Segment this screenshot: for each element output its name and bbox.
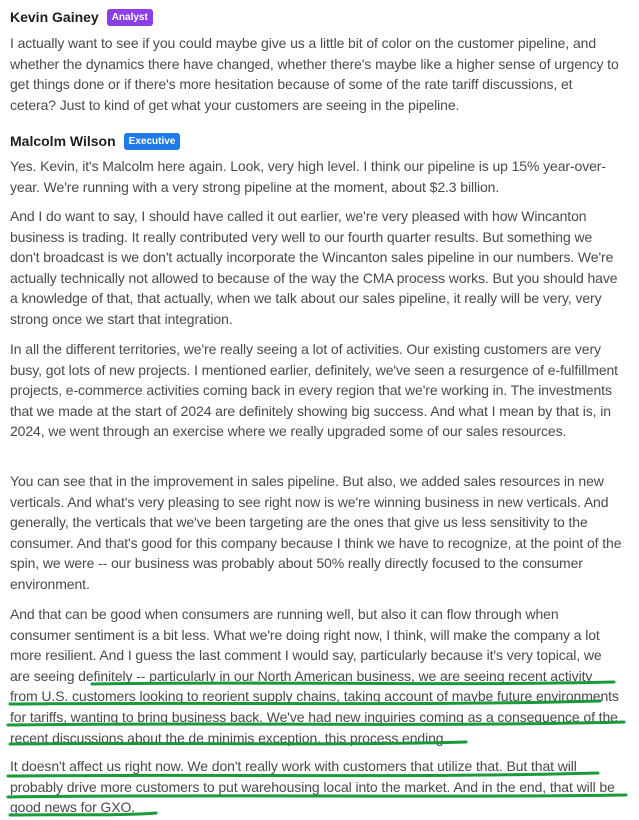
answer-paragraph-3: In all the different territories, we're really seeing a lot of activities. Our existing customers are very busy, got lots of new projects. I mentioned earlier, definitely, we've seen a resurgence of e-fulfillment projects, e-commerce activities coming back in every region that we're working in. The investments that we made at the start of 2024 are definitely showing big success. And what I mean by that is, in 2024, we went through an exercise where we really upgraded some of our sales resources.	[10, 341, 618, 440]
answer-paragraph-4: You can see that in the improvement in sales pipeline. But also, we added sales resources in new verticals. And what's very pleasing to see right now is we're winning business in new verticals. And generally, the verticals that we've been targeting are the ones that give us less sensitivity to the consumer. And that's good for this company because I think we have to recognize, at the point of the spin, we were -- our business was probably about 50% really directly focused to the consumer environment.	[10, 473, 622, 592]
answer-paragraph-5: And that can be good when consumers are running well, but also it can flow through when consumer sentiment is a bit less. What we're doing right now, I think, will make the company a lot more resilient. And I guess the last comment I would say, particularly because it's very topical, we are seeing definitely -- particularly in our North American business, we are seeing recent activity from U.S. customers looking to reorient supply chains, taking account of maybe future environments for tariffs, wanting to bring business back. We've had new inquiries coming as a consequence of the recent discussions about the de minimis exception, this process ending.	[10, 606, 619, 746]
analyst-header	[10, 7, 153, 27]
executive-badge: Executive	[124, 133, 181, 150]
executive-header	[10, 131, 180, 151]
analyst-badge: Analyst	[107, 9, 153, 26]
answer-paragraph-1: Yes. Kevin, it's Malcolm here again. Look, very high level. I think our pipeline is up 15% year-over-year. We're running with a very strong pipeline at the moment, about $2.3 billion.	[10, 158, 606, 195]
answer-paragraph-6: It doesn't affect us right now. We don't really work with customers that utilize that. But that will probably drive more customers to put warehousing local into the market. And in the end, that will be good news for GXO.	[10, 758, 615, 816]
answer-paragraph-2: And I do want to say, I should have called it out earlier, we're very pleased with how Wincanton business is trading. It really contributed very well to our fourth quarter results. But something we don't broadcast is we don't actually incorporate the Wincanton sales pipeline in our numbers. We're actually technically not allowed to because of the way the CMA process works. But you should have a knowledge of that, that actually, when we talk about our sales pipeline, it really will be very, very strong once we start that integration.	[10, 208, 618, 327]
executive-name: Malcolm Wilson	[10, 133, 116, 149]
analyst-name: Kevin Gainey	[10, 9, 99, 25]
analyst-question: I actually want to see if you could maybe give us a little bit of color on the customer pipeline, and whether the dynamics there have changed, whether there's maybe like a higher sense of urgency to get things done or if there's more hesitation because of some of the rate tariff discussions, et cetera? Just to kind of get what your customers are seeing in the pipeline.	[10, 35, 619, 113]
